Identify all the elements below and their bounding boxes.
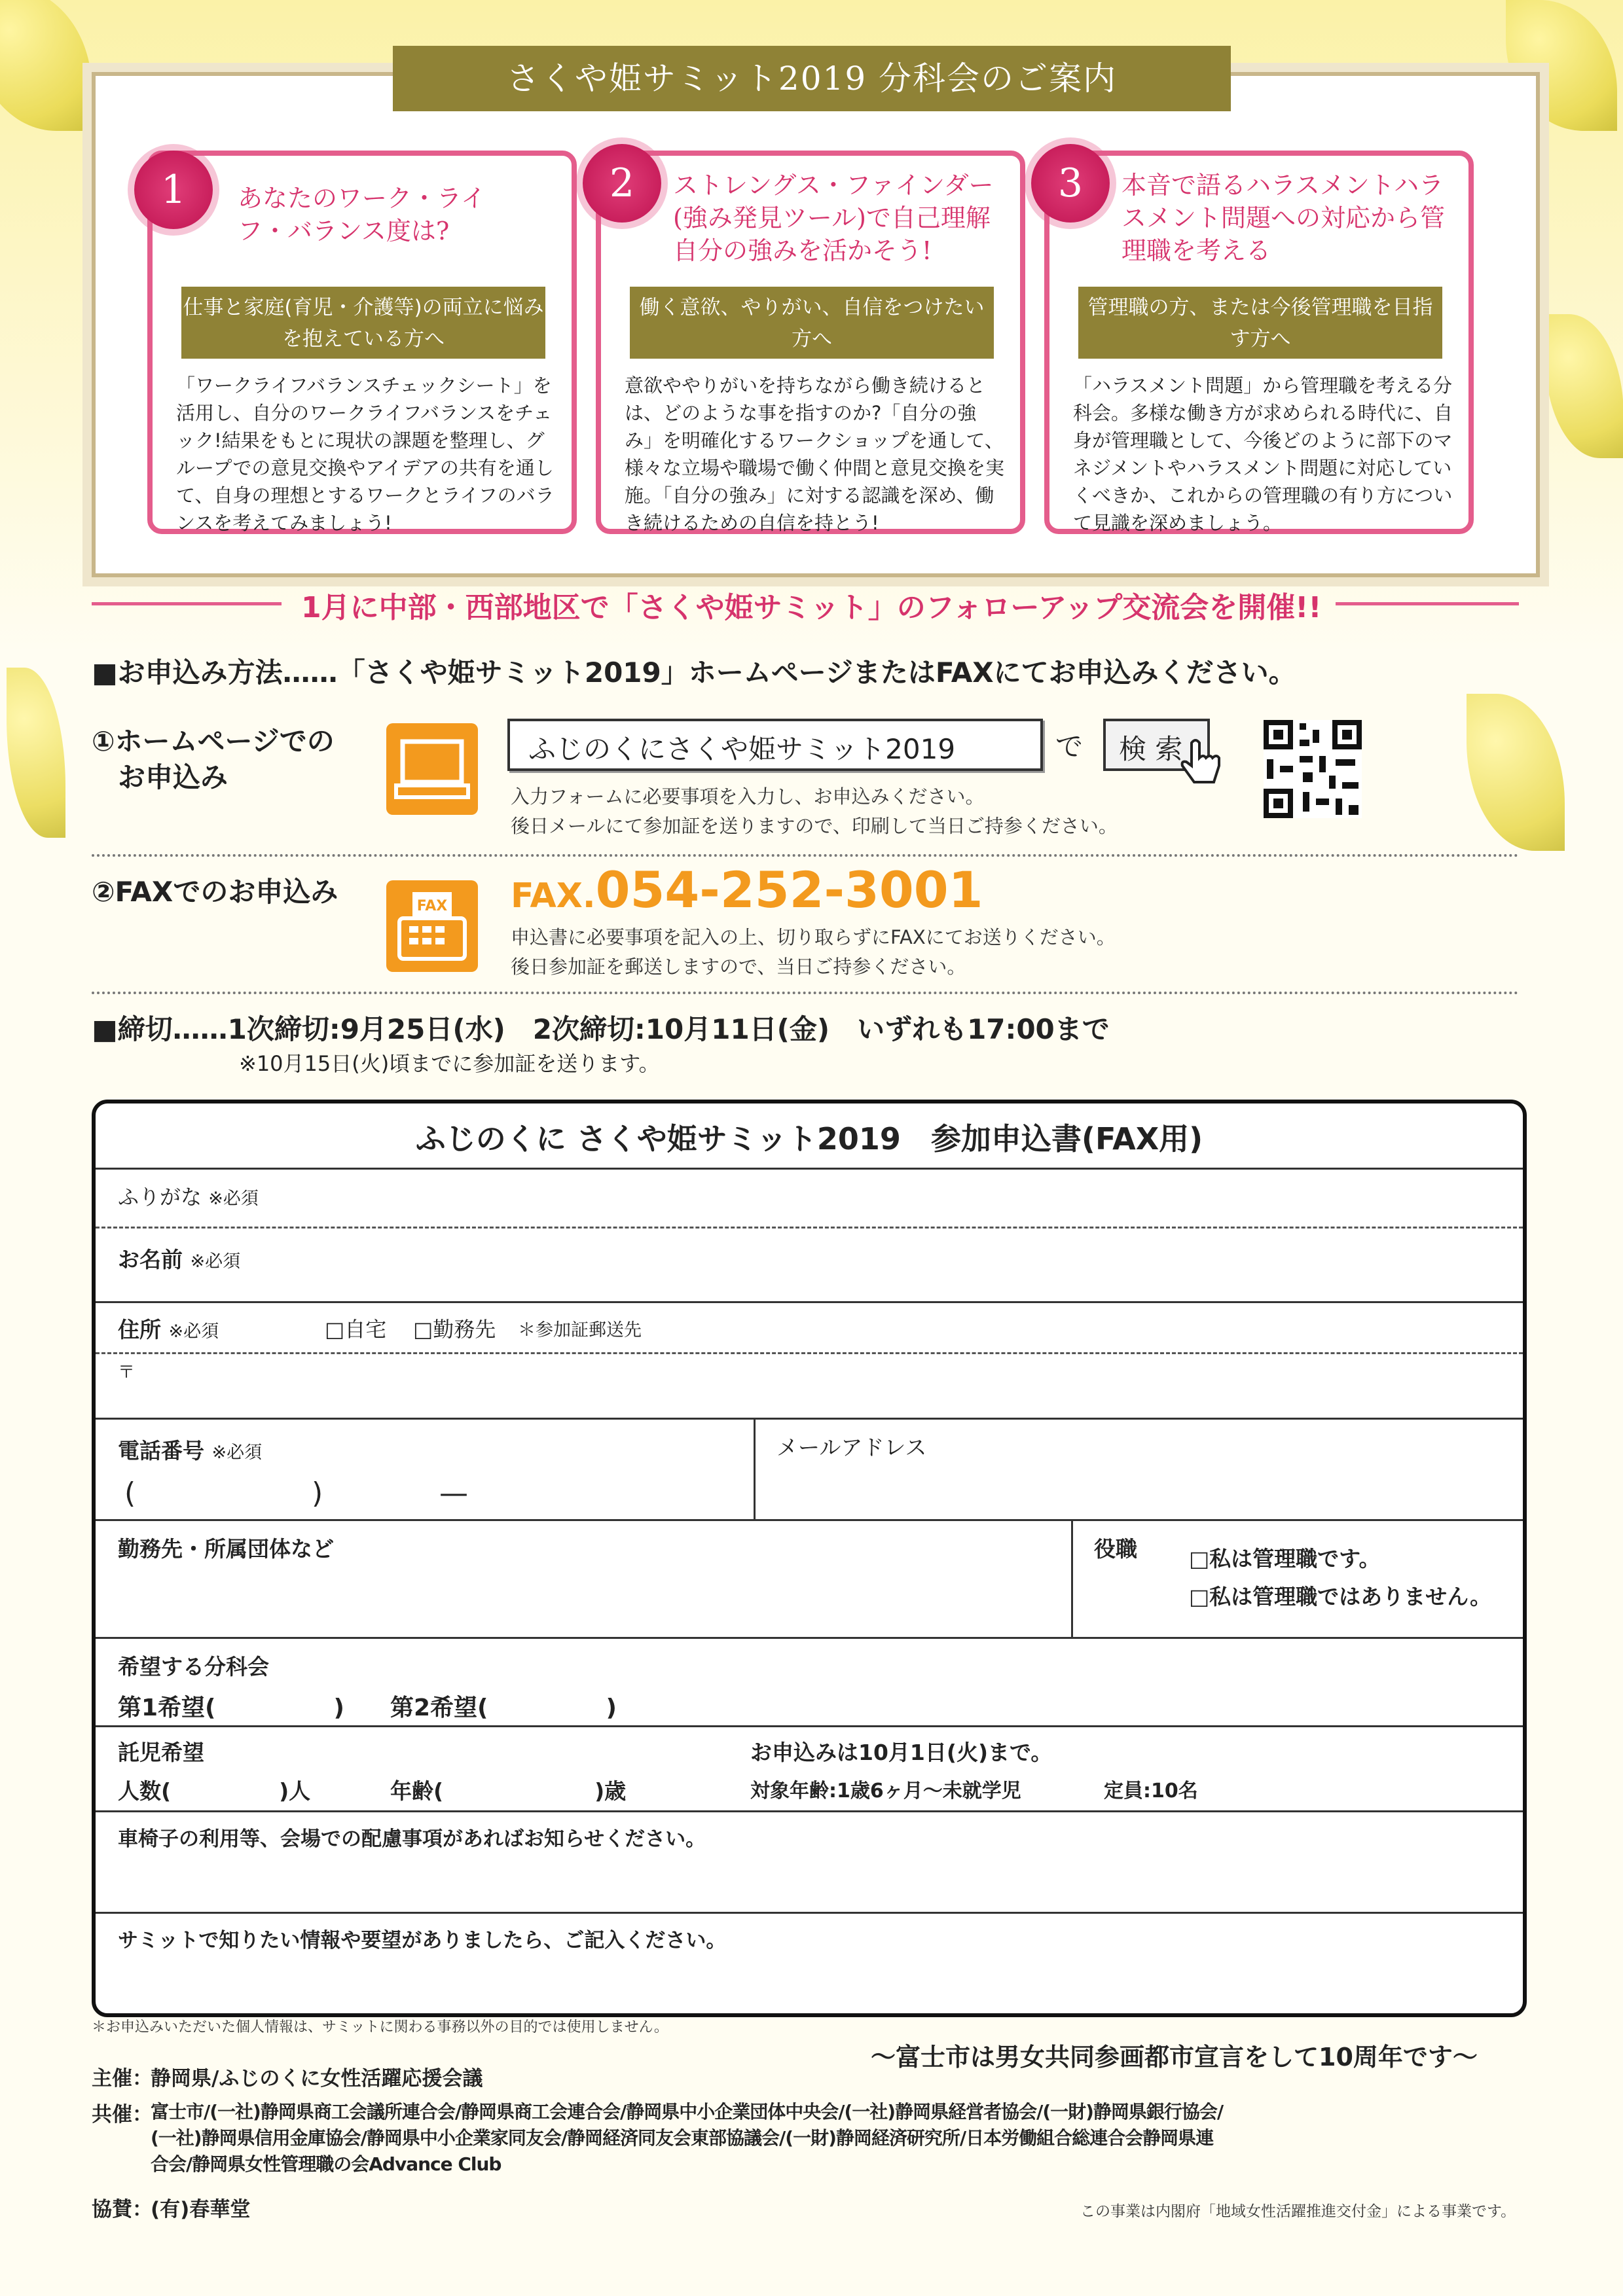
row-divider (96, 1301, 1523, 1303)
session-title: ストレングス・ファインダー(強み発見ツール)で自己理解自分の強みを活かそう! (673, 171, 994, 265)
session-target: 働く意欲、やりがい、自信をつけたい方へ (630, 287, 994, 359)
declaration: 〜富士市は男女共同参画都市宣言をして10周年です〜 (871, 2043, 1478, 2072)
deadline: ■締切……1次締切:9月25日(水) 2次締切:10月11日(金) いずれも17:00まで (92, 1013, 1110, 1045)
phone-field[interactable] (135, 1470, 737, 1516)
childcare-age-field[interactable]: 年齢( )歳 (390, 1778, 627, 1804)
row-divider (96, 1352, 1523, 1354)
requests-field[interactable] (96, 1951, 1523, 2007)
fax-number (511, 861, 983, 919)
required-mark: ※必須 (190, 1251, 241, 1272)
required-mark: ※必須 (208, 1189, 259, 1209)
phone-open-paren: ( (124, 1477, 136, 1510)
col-divider (1071, 1519, 1073, 1637)
qr-code (1264, 720, 1362, 818)
session-target: 管理職の方、または今後管理職を目指す方へ (1078, 287, 1442, 359)
address-text: 住所 (118, 1317, 161, 1342)
employer-field[interactable] (96, 1562, 1065, 1634)
childcare-deadline: お申込みは10月1日(火)まで。 (750, 1740, 1053, 1765)
fax-note-1: 申込書に必要事項を記入の上、切り取らずにFAXにてお送りください。 (511, 926, 1116, 948)
divider-right (1336, 602, 1519, 605)
co-host-line-1: 富士市/(一社)静岡県商工会議所連合会/静岡県商工会連合会/静岡県中小企業団体中央会/(一社)静岡県経営者協会/(一財)静岡県銀行協会/ (151, 2101, 1224, 2123)
host: 静岡県/ふじのくに女性活躍応援会議 (151, 2067, 483, 2090)
col-divider (754, 1418, 756, 1519)
leaf-decoration (1467, 694, 1565, 851)
search-connector: で (1055, 730, 1084, 762)
name-text: お名前 (118, 1247, 183, 1272)
required-mark: ※必須 (168, 1321, 219, 1342)
dotted-divider (92, 992, 1519, 994)
row-divider (96, 1418, 1523, 1420)
home-checkbox[interactable]: □自宅 (325, 1317, 387, 1342)
search-input[interactable] (507, 719, 1043, 771)
pointer-hand-icon (1178, 736, 1224, 791)
childcare-label: 託児希望 (118, 1740, 204, 1765)
form-title: ふじのくに さくや姫サミット2019 参加申込書(FAX用) (415, 1121, 1203, 1157)
row-divider (96, 1725, 1523, 1727)
dotted-divider (92, 854, 1519, 857)
email-field[interactable] (757, 1463, 1523, 1516)
grant-note: この事業は内閣府「地域女性活躍推進交付金」による事業です。 (1080, 2203, 1516, 2220)
session-card-2 (596, 151, 1025, 534)
address-label (118, 1313, 219, 1344)
requests-label: サミットで知りたい情報や要望がありましたら、ご記入ください。 (118, 1929, 727, 1952)
postal-mark: 〒 (118, 1363, 136, 1382)
accessibility-label: 車椅子の利用等、会場での配慮事項があればお知らせください。 (118, 1827, 706, 1851)
childcare-count-field[interactable]: 人数( )人 (118, 1778, 311, 1804)
furigana-field[interactable] (96, 1169, 1523, 1227)
co-host-line-3: 合会/静岡県女性管理職の会Advance Club (151, 2153, 501, 2175)
session-number-badge: 3 (1031, 144, 1110, 223)
send-note: ＊参加証郵送先 (518, 1320, 642, 1340)
address-field[interactable] (135, 1355, 1523, 1418)
manager-no-checkbox[interactable]: □私は管理職ではありません。 (1189, 1584, 1492, 1609)
fax-icon-label: FAX (416, 898, 448, 914)
session-title: あなたのワーク・ライフ・バランス度は? (238, 184, 486, 245)
co-host-line-2: (一社)静岡県信用金庫協会/静岡県中小企業家同友会/静岡経済同友会東部協議会/(一財)静岡経済研究所/日本労働組合総連合会静岡県連 (151, 2127, 1214, 2149)
followup-announcement: 1月に中部・西部地区で「さくや姫サミット」のフォローアップ交流会を開催!! (301, 591, 1322, 624)
position-label: 役職 (1094, 1536, 1137, 1562)
row-divider (96, 1912, 1523, 1914)
name-field[interactable] (96, 1228, 1523, 1300)
web-label: ①ホームページでの (92, 725, 335, 757)
employer-label: 勤務先・所属団体など (118, 1536, 334, 1562)
sponsor-label: 協賛： (92, 2198, 153, 2221)
session-number-badge: 2 (583, 144, 661, 223)
apply-method-heading: ■お申込み方法……「さくや姫サミット2019」ホームページまたはFAXにてお申込みください。 (92, 656, 1296, 689)
search-input-value: ふじのくにさくや姫サミット2019 (528, 733, 956, 765)
session-body: 意欲ややりがいを持ちながら働き続けるとは、どのような事を指すのか?「自分の強み」を明確化するワークショップを通して、様々な立場や職場で働く仲間と意見交換を実施。「自分の強み」に対する認識を深め、働き続けるための自信を持とう! (625, 374, 1005, 534)
session-number-badge: 1 (134, 151, 213, 229)
session-card-3 (1044, 151, 1474, 534)
row-divider (96, 1637, 1523, 1639)
first-choice-field[interactable]: 第1希望( ) (118, 1695, 344, 1721)
fax-digits: 054-252-3001 (595, 861, 983, 919)
session-title: 本音で語るハラスメントハラスメント問題への対応から管理職を考える (1122, 171, 1446, 265)
furigana-text: ふりがな (118, 1185, 202, 1210)
search-button-label: 検 索 (1119, 733, 1183, 765)
fax-note-2: 後日参加証を郵送しますので、当日ご持参ください。 (511, 956, 966, 978)
privacy-note: ＊お申込みいただいた個人情報は、サミットに関わる事務以外の目的では使用しません。 (92, 2019, 668, 2036)
divider-left (92, 602, 282, 605)
deadline-note: ※10月15日(火)頃までに参加証を送ります。 (239, 1051, 660, 1076)
target-age: 対象年齢:1歳6ヶ月〜未就学児 (750, 1780, 1021, 1803)
phone-dash: — (439, 1477, 468, 1510)
application-form (92, 1100, 1527, 2017)
session-body: 「ハラスメント問題」から管理職を考える分科会。多様な働き方が求められる時代に、自身が管理職として、今後どのように部下のマネジメントやハラスメント問題に対応していくべきか、これからの管理職の有り方について見識を深めましょう。 (1073, 374, 1453, 534)
fax-icon (386, 880, 478, 972)
web-note-2: 後日メールにて参加証を送りますので、印刷して当日ご持参ください。 (511, 815, 1118, 837)
leaf-decoration (7, 668, 65, 838)
web-label-2: お申込み (118, 761, 228, 793)
phone-label (118, 1434, 262, 1465)
second-choice-field[interactable]: 第2希望( ) (390, 1695, 617, 1721)
web-note-1: 入力フォームに必要事項を入力し、お申込みください。 (511, 785, 985, 808)
row-divider (96, 1810, 1523, 1812)
sponsor: (有)春華堂 (151, 2198, 251, 2221)
phone-close-paren: ) (312, 1477, 323, 1510)
required-mark: ※必須 (211, 1443, 263, 1463)
session-card-1 (147, 151, 577, 534)
manager-yes-checkbox[interactable]: □私は管理職です。 (1189, 1546, 1381, 1571)
session-target: 仕事と家庭(育児・介護等)の両立に悩みを抱えている方へ (181, 287, 545, 359)
email-label: メールアドレス (776, 1435, 927, 1460)
capacity: 定員:10名 (1104, 1780, 1198, 1803)
phone-text: 電話番号 (118, 1438, 204, 1463)
session-pref-label: 希望する分科会 (118, 1654, 269, 1679)
host-label: 主催： (92, 2067, 153, 2090)
co-host-label: 共催： (92, 2103, 153, 2126)
sessions-banner: さくや姫サミット2019 分科会のご案内 (393, 46, 1231, 111)
fax-prefix: FAX. (511, 876, 596, 916)
work-checkbox[interactable]: □勤務先 (413, 1317, 496, 1342)
session-body: 「ワークライフバランスチェックシート」を活用し、自分のワークライフバランスをチェック!結果をもとに現状の課題を整理し、グループでの意見交換やアイデアの共有を通して、自身の理想とするワークとライフのバランスを考えてみましょう! (176, 374, 555, 534)
accessibility-field[interactable] (96, 1850, 1523, 1909)
computer-icon (386, 723, 478, 815)
fax-label: ②FAXでのお申込み (92, 876, 338, 908)
row-divider (96, 1519, 1523, 1521)
